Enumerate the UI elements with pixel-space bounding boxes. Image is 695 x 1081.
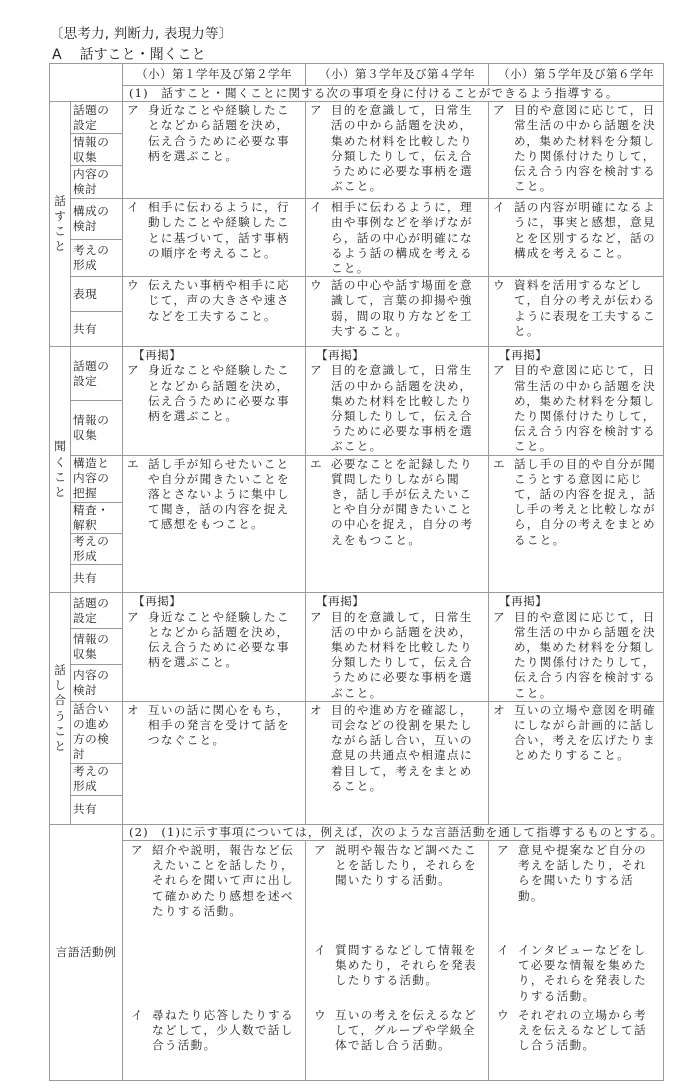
section-heading-thinking: 〔思考力, 判断力, 表現力等〕: [50, 26, 233, 42]
sub-label: 精査・解釈: [71, 502, 123, 533]
sub-label: 構造と内容の把握: [71, 455, 123, 502]
sub-label: 共有: [71, 565, 123, 593]
activity-item: ウ 互いの考えを伝えるなどして，グループや学級全体で話し合う活動。: [314, 1007, 477, 1053]
heading-prefix: A: [52, 47, 62, 63]
item-cell: 【再掲】 ア 身近なことや経験したことなどから話題を決め，伝え合うために必要な事柄を選ぶこと。: [123, 593, 306, 701]
item-cell: イ 話の内容が明確になるように，事実と感想，意見とを区別するなど，話の構成を考えること。: [489, 199, 664, 277]
item-cell: イ 相手に伝わるように，行動したことや経験したことに基づいて，話す事柄の順序を考えること。: [123, 199, 306, 277]
activity-item: ウ それぞれの立場から考えを伝えるなどして話し合う活動。: [497, 1007, 647, 1053]
sub-label: 考えの形成: [71, 534, 123, 565]
sub-label: 考えの形成: [71, 763, 123, 795]
activity-item: イ 質問するなどして情報を集めたり，それらを発表したりする活動。: [314, 942, 477, 988]
sub-label: 内容の検討: [71, 166, 123, 199]
item-cell: 【再掲】 ア 目的を意識して，日常生活の中から話題を決め，集めた材料を比較したり分類したりして，伝え合うために必要な事柄を選ぶこと。: [306, 347, 489, 455]
grade-header-5-6: （小）第５学年及び第６学年: [489, 64, 664, 86]
group-label-discussing: 話し合うこと: [50, 593, 71, 824]
sub-label: 構成の検討: [71, 199, 123, 240]
item-cell: ウ 資料を活用するなどして，自分の考えが伝わるように表現を工夫すること。: [489, 277, 664, 347]
grade-header-row: [50, 64, 664, 86]
sub-label: 情報の収集: [71, 629, 123, 665]
activity-item: イ インタビューなどをして必要な情報を集めたり，それらを発表したりする活動。: [497, 942, 647, 1003]
activities-cell-5-6: [489, 840, 664, 1080]
activities-label: 言語活動例: [50, 824, 123, 1080]
sub-label: 共有: [71, 795, 123, 824]
item-cell: 【再掲】 ア 目的を意識して，日常生活の中から話題を決め，集めた材料を比較したり分類したりして，伝え合うために必要な事柄を選ぶこと。: [306, 593, 489, 701]
activities-note-row: [50, 824, 664, 840]
item-cell: ア 目的を意識して，日常生活の中から話題を決め，集めた材料を比較したり分類したりして，伝え合うために必要な事柄を選ぶこと。: [306, 102, 489, 199]
sub-label: 話題の設定: [71, 593, 123, 629]
item-cell: エ 必要なことを記録したり質問したりしながら聞き，話し手が伝えたいことや自分が聞きたいことの中心を捉え，自分の考えをもつこと。: [306, 455, 489, 593]
sub-label: 表現: [71, 277, 123, 312]
discussing-row: [50, 593, 664, 629]
activities-cell-3-4: [306, 840, 489, 1080]
item-cell: 【再掲】 ア 目的や意図に応じて，日常生活の中から話題を決め，集めた材料を分類したり関係付けたりして，伝え合う内容を検討すること。: [489, 347, 664, 455]
sub-label: 話題の設定: [71, 347, 123, 401]
listening-row: [50, 347, 664, 401]
item-cell: オ 互いの話に関心をもち，相手の発言を受けて話をつなぐこと。: [123, 701, 306, 824]
sub-label: 情報の収集: [71, 134, 123, 166]
activity-item: ア 紹介や説明，報告など伝えたいことを話したり，それらを聞いて声に出して確かめたり感想を述べたりする活動。: [131, 842, 294, 918]
section-heading-speaking-listening: [52, 44, 206, 64]
activity-item: イ 尋ねたり応答したりするなどして，少人数で話し合う活動。: [131, 1007, 294, 1053]
sub-label: 考えの形成: [71, 240, 123, 277]
group-label-speaking: 話すこと: [50, 102, 71, 347]
sub-label: 共有: [71, 312, 123, 347]
corner-cell: [50, 64, 123, 102]
sub-label: 情報の収集: [71, 401, 123, 455]
item-cell: イ 相手に伝わるように，理由や事例などを挙げながら，話の中心が明確になるよう話の構成を考えること。: [306, 199, 489, 277]
item-cell: エ 話し手の目的や自分が聞こうとする意図に応じて，話の内容を捉え，話し手の考えと比較しながら，自分の考えをまとめること。: [489, 455, 664, 593]
instruction-note-1: (1) 話すこと・聞くことに関する次の事項を身に付けることができるよう指導する。: [123, 86, 664, 102]
item-cell: 【再掲】 ア 目的や意図に応じて，日常生活の中から話題を決め，集めた材料を分類したり関係付けたりして，伝え合う内容を検討すること。: [489, 593, 664, 701]
sub-label: 話題の設定: [71, 102, 123, 134]
grade-header-3-4: （小）第３学年及び第４学年: [306, 64, 489, 86]
item-cell: 【再掲】 ア 身近なことや経験したことなどから話題を決め，伝え合うために必要な事柄を選ぶこと。: [123, 347, 306, 455]
instruction-note-2: (2) (1)に示す事項については，例えば，次のような言語活動を通して指導するものとする。: [123, 824, 664, 840]
item-cell: ア 身近なことや経験したことなどから話題を決め，伝え合うために必要な事柄を選ぶこと。: [123, 102, 306, 199]
sub-label: 内容の検討: [71, 665, 123, 702]
note-row-1: [50, 86, 664, 102]
item-cell: オ 目的や進め方を確認し，司会などの役割を果たしながら話し合い，互いの意見の共通点や相違点に着目して，考えをまとめること。: [306, 701, 489, 824]
grade-header-1-2: （小）第１学年及び第２学年: [123, 64, 306, 86]
item-cell: ア 目的や意図に応じて，日常生活の中から話題を決め，集めた材料を分類したり関係付けたりして，伝え合う内容を検討すること。: [489, 102, 664, 199]
item-cell: ウ 話の中心や話す場面を意識して，言葉の抑揚や強弱，間の取り方などを工夫すること。: [306, 277, 489, 347]
heading-title: 話すこと・聞くこと: [79, 47, 206, 63]
item-cell: エ 話し手が知らせたいことや自分が聞きたいことを落とさないように集中して聞き，話の内容を捉えて感想をもつこと。: [123, 455, 306, 593]
group-label-listening: 聞くこと: [50, 347, 71, 593]
curriculum-table: [49, 63, 664, 1081]
activities-row: [50, 840, 664, 1080]
activity-item: ア 意見や提案など自分の考えを話したり，それらを聞いたりする活動。: [497, 842, 647, 903]
sub-label: 話合いの進め方の検討: [71, 701, 123, 763]
activity-item: ア 説明や報告など調べたことを話したり，それらを聞いたりする活動。: [314, 842, 477, 888]
activities-cell-1-2: [123, 840, 306, 1080]
item-cell: ウ 伝えたい事柄や相手に応じて，声の大きさや速さなどを工夫すること。: [123, 277, 306, 347]
speaking-row: [50, 102, 664, 134]
item-cell: オ 互いの立場や意図を明確にしながら計画的に話し合い，考えを広げたりまとめたりすること。: [489, 701, 664, 824]
